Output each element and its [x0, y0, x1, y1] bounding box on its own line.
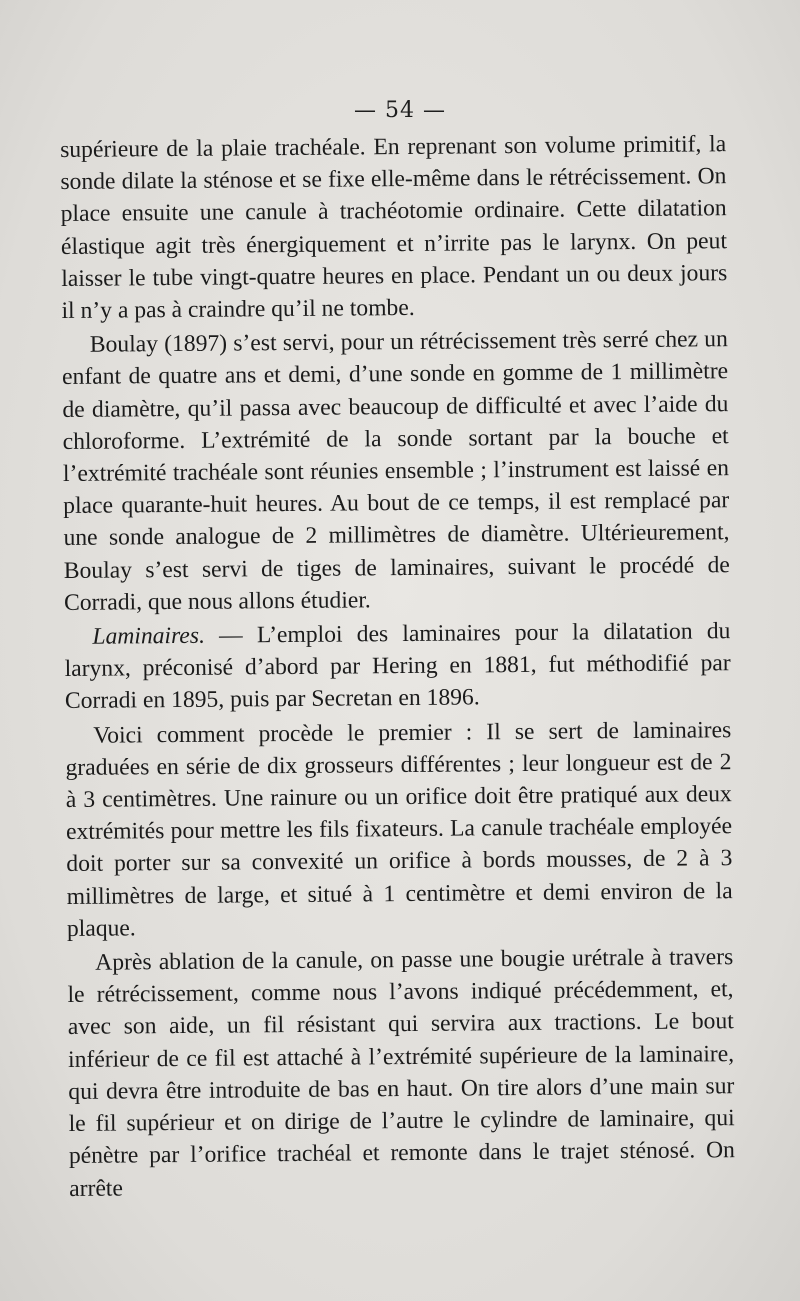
paragraph-continuation: supérieure de la plaie trachéale. En reprenant son volume primitif, la sonde dilate la sténose et se fixe elle-même dans le rétrécissement. On place ensuite une canule à trachéotomie ordinaire. Cette dilatation élastique agit très énergiquement et n’irrite pas le larynx. On peut laisser le tube vingt-quatre heures en place. Pendant un ou deux jours il n’y a pas à craindre qu’il ne tombe. — [60, 131, 728, 325]
body-text — [60, 128, 735, 1206]
paragraph-laminaires — [64, 615, 731, 717]
paragraph-boulay: Boulay (1897) s’est servi, pour un rétrécissement très serré chez un enfant de quatre ans et demi, d’une sonde en gomme de 1 millimètre de diamètre, qu’il passa avec beaucoup de difficulté et avec l’aide du chloroforme. L’extrémité de la sonde sortant par la bouche et l’extrémité trachéale sont réunies ensemble ; l’instrument est laissé en place quarante-huit heures. Au bout de ce temps, il est remplacé par une sonde analogue de 2 millimètres de diamètre. Ultérieurement, Boulay s’est servi de tiges de laminaires, suivant le procédé de Corradi, que nous allons étudier. — [62, 326, 730, 616]
paragraph-procedure: Voici comment procède le premier : Il se sert de laminaires graduées en série de dix grosseurs différentes ; leur longueur est de 2 à 3 centimètres. Une rainure ou un orifice doit être pratiqué aux deux extrémités pour mettre les fils fixateurs. La canule trachéale employée doit porter sur sa convexité un orifice à bords mousses, de 2 à 3 millimètres de large, et situé à 1 centimètre et demi environ de la plaque. — [65, 716, 733, 942]
paragraph-ablation: Après ablation de la canule, on passe une bougie urétrale à travers le rétrécissement, comme nous l’avons indiqué précédemment, et, avec son aide, un fil résistant qui servira aux tractions. Le bout inférieur de ce fil est attaché à l’extrémité supérieure de la laminaire, qui devra être introduite de bas en haut. On tire alors d’une main sur le fil supérieur et on dirige de l’autre le cylindre de laminaire, qui pénètre par l’orifice trachéal et remonte dans le trajet sténosé. On arrête — [67, 944, 736, 1202]
paragraph-laminaires-text: — L’emploi des laminaires pour la dilatation du larynx, préconisé d’abord par Hering en 1881, fut méthodifié par Corradi en 1895, puis par Secretan en 1896. — [64, 618, 731, 715]
page-number: — 54 — — [354, 98, 446, 123]
section-heading-laminaires: Laminaires. — [92, 622, 206, 650]
